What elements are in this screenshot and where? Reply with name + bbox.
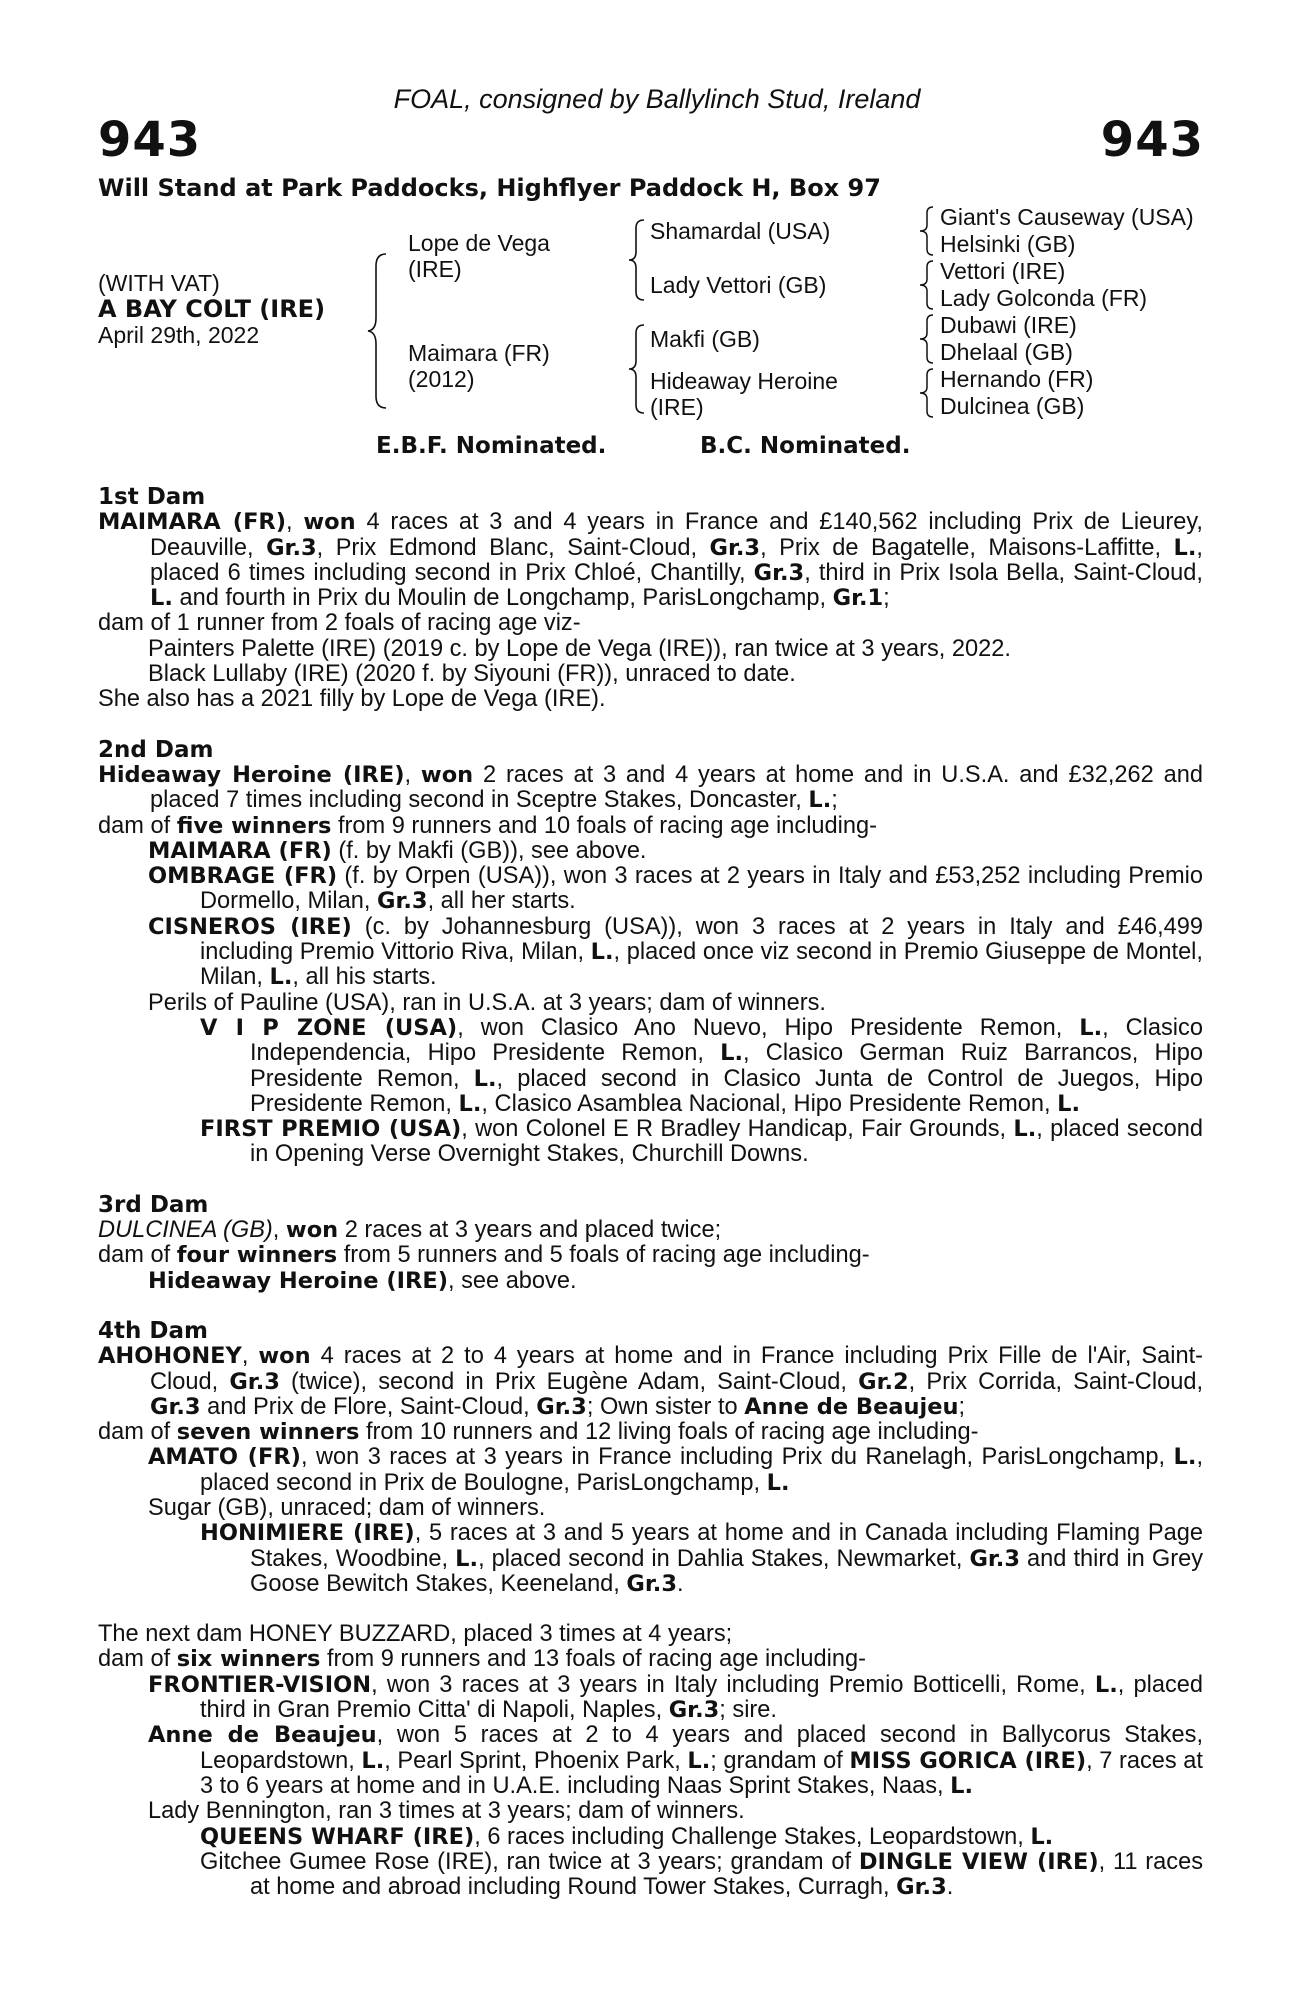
bold-text: Gr.3 [709,534,761,561]
produce-entry [98,1218,1203,1243]
dam-year: (2012) [408,366,475,392]
text-run: (f. by Makfi (GB)), see above. [331,837,647,864]
text-run: The next dam HONEY BUZZARD, placed 3 times at 4 years; [98,1621,733,1648]
bold-text: Gr.3 [668,1697,720,1724]
bold-text: L. [720,1040,744,1067]
bold-text: Gr.3 [626,1570,677,1597]
text-run: , placed second in Clasico Junta de Control de Juegos, Hipo Presidente Remon, [250,1065,1203,1117]
bold-text: won [420,761,474,788]
produce-entry [98,1647,1203,1672]
text-run: , all her starts. [427,888,576,915]
gen4-brace-1 [918,205,936,257]
bold-text: Gr.3 [377,888,428,915]
produce-entry [98,1496,1203,1521]
text-run: She also has a 2021 filly by Lope de Vega (IRE). [98,686,606,713]
text-run: , placed once viz second in Premio Giuseppe de Montel, Milan, [200,939,1203,991]
text-run: dam of [98,1646,177,1673]
text-run: Lady Bennington, ran 3 times at 3 years; dam of winners. [148,1798,745,1825]
text-run: (c. by Johannesburg (USA)), won 3 races at 2 years in Italy and £46,499 including Premio Vittorio Riva, Milan, [200,913,1203,966]
produce-entry [98,1420,1203,1445]
bold-text: L. [1057,1090,1081,1117]
text-run: , Clasico Asamblea Nacional, Hipo Presidente Remon, [481,1090,1058,1117]
gen4-2: Helsinki (GB) [940,231,1076,257]
gen4-7: Hernando (FR) [940,366,1094,392]
gen4-1: Giant's Causeway (USA) [940,204,1194,230]
text-run: and third in Grey Goose Bewitch Stakes, Keeneland, [250,1545,1203,1597]
text-run: , Clasico German Ruiz Barrancos, Hipo Presidente Remon, [250,1040,1203,1092]
bold-text: won [303,509,356,536]
gen4-4: Lady Golconda (FR) [940,285,1148,311]
text-run: . [676,1570,684,1597]
bold-text: L. [687,1747,711,1774]
text-run: , 5 races at 3 and 5 years at home and in Canada including Flaming Page Stakes, Woodbine, [250,1520,1203,1572]
text-run: , all his starts. [292,964,437,991]
text-run: , [241,1343,259,1370]
text-run: (twice), second in Prix Eugène Adam, Saint-Cloud, [279,1368,859,1395]
dam-name: Maimara (FR) [408,340,550,366]
text-run: , placed third in Gran Premio Citta' di Napoli, Naples, [200,1671,1204,1724]
bold-text: FRONTIER-VISION [148,1671,372,1698]
text-run: , placed second in Dahlia Stakes, Newmarket, [478,1545,970,1572]
text-run: , third in Prix Isola Bella, Saint-Cloud, [804,559,1203,586]
sire-country: (IRE) [408,256,462,282]
lot-number-left: 943 [98,112,202,168]
produce-entry [98,991,1203,1016]
text-run: 2 races at 3 and 4 years at home and in U.S.A. and £32,262 and placed 7 times including second in Sceptre Stakes, Doncaster, [150,761,1203,814]
gen4-3: Vettori (IRE) [940,258,1066,284]
sire-sire: Shamardal (USA) [650,218,831,244]
text-run: ; [883,585,890,612]
text-run: , see above. [447,1267,577,1294]
section-gap [98,1294,1203,1319]
bold-text: V I P ZONE (USA) [200,1014,458,1041]
produce-entry [98,687,1203,712]
lot-number-right: 943 [1100,112,1204,168]
bold-text: L. [1013,1116,1037,1143]
bold-text: L. [455,1545,479,1572]
text-run: ; [958,1393,966,1420]
bold-text: MAIMARA (FR) [148,837,332,864]
produce-entry [98,1673,1203,1724]
produce-entry [98,1850,1203,1901]
dam-dam-country: (IRE) [650,394,704,420]
text-run: , Prix de Bagatelle, Maisons-Laffitte, [760,534,1174,561]
pedigree-brace-main [366,252,390,410]
bold-text: MAIMARA (FR) [98,509,287,536]
bold-text: CISNEROS (IRE) [148,913,352,940]
produce-entry [98,1016,1203,1117]
gen4-6: Dhelaal (GB) [940,339,1073,365]
bold-text: HONIMIERE (IRE) [200,1520,415,1547]
bold-text: L. [590,939,614,966]
dam-dam: Hideaway Heroine [650,368,838,394]
foaling-date: April 29th, 2022 [98,322,260,348]
bold-text: Gr.3 [150,1393,201,1420]
text-run: , placed 6 times including second in Prix Chloé, Chantilly, [150,534,1203,586]
bold-text: AMATO (FR) [148,1444,301,1471]
bold-text: Hideaway Heroine (IRE) [98,761,405,788]
text-run: from 10 runners and 12 living foals of racing age including- [359,1419,979,1446]
gen4-8: Dulcinea (GB) [940,393,1085,419]
produce-record [98,485,1203,1900]
text-run: ; [831,787,838,814]
sire-dam: Lady Vettori (GB) [650,272,827,298]
sire-name: Lope de Vega [408,230,550,256]
text-run: dam of [98,1242,177,1269]
text-run: , [404,761,421,788]
text-run: ; grandam of [710,1747,850,1774]
bold-text: AHOHONEY [98,1343,242,1370]
bold-text: L. [1030,1823,1054,1850]
text-run: , [286,509,304,536]
bold-text: Anne de Beaujeu [744,1393,959,1420]
bold-text: Gr.1 [832,585,884,612]
text-run: , placed second in Opening Verse Overnight Stakes, Churchill Downs. [250,1116,1203,1168]
section-heading: 1st Dam [98,484,206,510]
bold-text: six winners [176,1646,321,1673]
text-run: , 11 races at home and abroad including Round Tower Stakes, Curragh, [250,1848,1203,1901]
section-heading: 4th Dam [98,1317,208,1344]
bold-text: L. [150,585,173,612]
text-run: , won Clasico Ano Nuevo, Hipo Presidente Remon, [457,1014,1080,1041]
bold-text: L. [473,1065,497,1092]
text-run: from 5 runners and 5 foals of racing age including- [337,1242,870,1269]
stand-location: Will Stand at Park Paddocks, Highflyer Paddock H, Box 97 [98,174,881,202]
bold-text: Gr.3 [896,1874,947,1901]
text-run: ; Own sister to [586,1393,745,1420]
bold-text: L. [361,1747,385,1774]
produce-entry [98,915,1203,991]
text-run: , won Colonel E R Bradley Handicap, Fair Grounds, [461,1116,1014,1143]
bold-text: Gr.2 [858,1368,909,1395]
gen4-5: Dubawi (IRE) [940,312,1077,338]
bold-text: seven winners [176,1419,360,1446]
text-run: dam of [98,812,177,839]
bold-text: L. [1173,534,1197,561]
produce-entry [98,510,1203,611]
produce-entry [98,1243,1203,1268]
bold-text: won [285,1217,339,1244]
produce-entry [98,1445,1203,1496]
bold-text: L. [950,1772,974,1799]
text-run: from 9 runners and 13 foals of racing age including- [320,1646,867,1673]
produce-entry [98,1344,1203,1420]
bc-nomination: B.C. Nominated. [700,433,911,459]
text-run: and fourth in Prix du Moulin de Longchamp, ParisLongchamp, [172,585,833,612]
sire-brace [626,218,648,302]
bold-text: Gr.3 [969,1545,1020,1572]
text-run: . [946,1874,954,1901]
produce-entry [98,611,1203,636]
dam-brace [626,323,648,415]
bold-text: won [258,1343,311,1370]
text-run: 4 races at 3 and 4 years in France and £140,562 including Prix de Lieurey, Deauville, [150,509,1203,561]
section-heading: 3rd Dam [98,1191,209,1218]
section-gap [98,713,1203,738]
bold-text: five winners [176,812,332,839]
text-run: from 9 runners and 10 foals of racing age including- [331,812,878,839]
section-gap [98,1597,1203,1622]
produce-entry [98,1799,1203,1824]
section-gap [98,1168,1203,1193]
text-run: 4 races at 2 to 4 years at home and in France including Prix Fille de l'Air, Saint-Cloud, [150,1343,1203,1395]
produce-entry [98,763,1203,814]
gen4-brace-3 [918,313,936,365]
bold-text: L. [269,964,293,991]
text-run: , Pearl Sprint, Phoenix Park, [384,1747,688,1774]
bold-text: DINGLE VIEW (IRE) [858,1848,1099,1875]
bold-text: L. [1173,1444,1197,1471]
text-run: , 6 races including Challenge Stakes, Leopardstown, [474,1823,1031,1850]
bold-text: Anne de Beaujeu [148,1722,377,1749]
bold-text: four winners [176,1242,338,1269]
produce-entry [98,637,1203,662]
produce-entry [98,1521,1203,1597]
italic-text: DULCINEA (GB) [98,1217,273,1244]
text-run: , Prix Corrida, Saint-Cloud, [908,1368,1203,1395]
bold-text: L. [766,1469,790,1496]
gen4-brace-2 [918,259,936,311]
text-run: Painters Palette (IRE) (2019 c. by Lope de Vega (IRE)), ran twice at 3 years, 2022. [148,635,1011,662]
text-run: , Prix Edmond Blanc, Saint-Cloud, [316,534,710,561]
bold-text: L. [1094,1671,1118,1698]
gen4-brace-4 [918,367,936,419]
produce-entry [98,1269,1203,1294]
bold-text: Gr.3 [229,1368,280,1395]
text-run: , placed second in Prix de Boulogne, ParisLongchamp, [200,1444,1203,1496]
produce-entry [98,814,1203,839]
text-run: and Prix de Flore, Saint-Cloud, [200,1393,537,1420]
text-run: (f. by Orpen (USA)), won 3 races at 2 years in Italy and £53,252 including Premio Dormello, Milan, [200,863,1204,915]
bold-text: QUEENS WHARF (IRE) [200,1823,475,1850]
text-run: , won 5 races at 2 to 4 years and placed second in Ballycorus Stakes, Leopardstown, [200,1722,1203,1774]
text-run: , won 3 races at 3 years in Italy including Premio Botticelli, Rome, [371,1671,1095,1698]
text-run: , 7 races at 3 to 6 years at home and in U.A.E. including Naas Sprint Stakes, Naas, [200,1747,1203,1799]
bold-text: MISS GORICA (IRE) [849,1747,1087,1774]
consignment-line: FOAL, consigned by Ballylinch Stud, Ireland [393,84,921,114]
bold-text: L. [1079,1014,1103,1041]
produce-entry [98,1622,1203,1647]
text-run: , Clasico Independencia, Hipo Presidente Remon, [250,1014,1203,1067]
ebf-nomination: E.B.F. Nominated. [376,433,607,459]
bold-text: L. [808,787,832,814]
produce-entry [98,1723,1203,1799]
dam-sire: Makfi (GB) [650,326,760,352]
horse-name: A BAY COLT (IRE) [98,295,326,323]
text-run: 2 races at 3 years and placed twice; [338,1217,722,1244]
bold-text: OMBRAGE (FR) [148,863,338,890]
text-run: Perils of Pauline (USA), ran in U.S.A. at 3 years; dam of winners. [148,989,826,1016]
text-run: Gitchee Gumee Rose (IRE), ran twice at 3 years; grandam of [200,1848,859,1875]
text-run: ; sire. [719,1697,777,1724]
section-heading: 2nd Dam [98,736,214,763]
bold-text: Gr.3 [753,559,805,586]
bold-text: Hideaway Heroine (IRE) [148,1267,448,1294]
text-run: , [272,1217,286,1244]
produce-entry [98,864,1203,915]
produce-entry [98,839,1203,864]
vat-note: (WITH VAT) [98,270,220,296]
bold-text: L. [458,1090,482,1117]
produce-entry [98,1117,1203,1168]
bold-text: FIRST PREMIO (USA) [200,1116,462,1143]
produce-entry [98,1825,1203,1850]
text-run: Black Lullaby (IRE) (2020 f. by Siyouni (FR)), unraced to date. [148,661,796,688]
bold-text: Gr.3 [266,534,317,561]
text-run: Sugar (GB), unraced; dam of winners. [148,1494,546,1521]
text-run: dam of [98,1419,177,1446]
bold-text: Gr.3 [536,1393,587,1420]
text-run: , won 3 races at 3 years in France including Prix du Ranelagh, ParisLongchamp, [300,1444,1174,1471]
produce-entry [98,662,1203,687]
text-run: dam of 1 runner from 2 foals of racing age viz- [98,610,581,637]
